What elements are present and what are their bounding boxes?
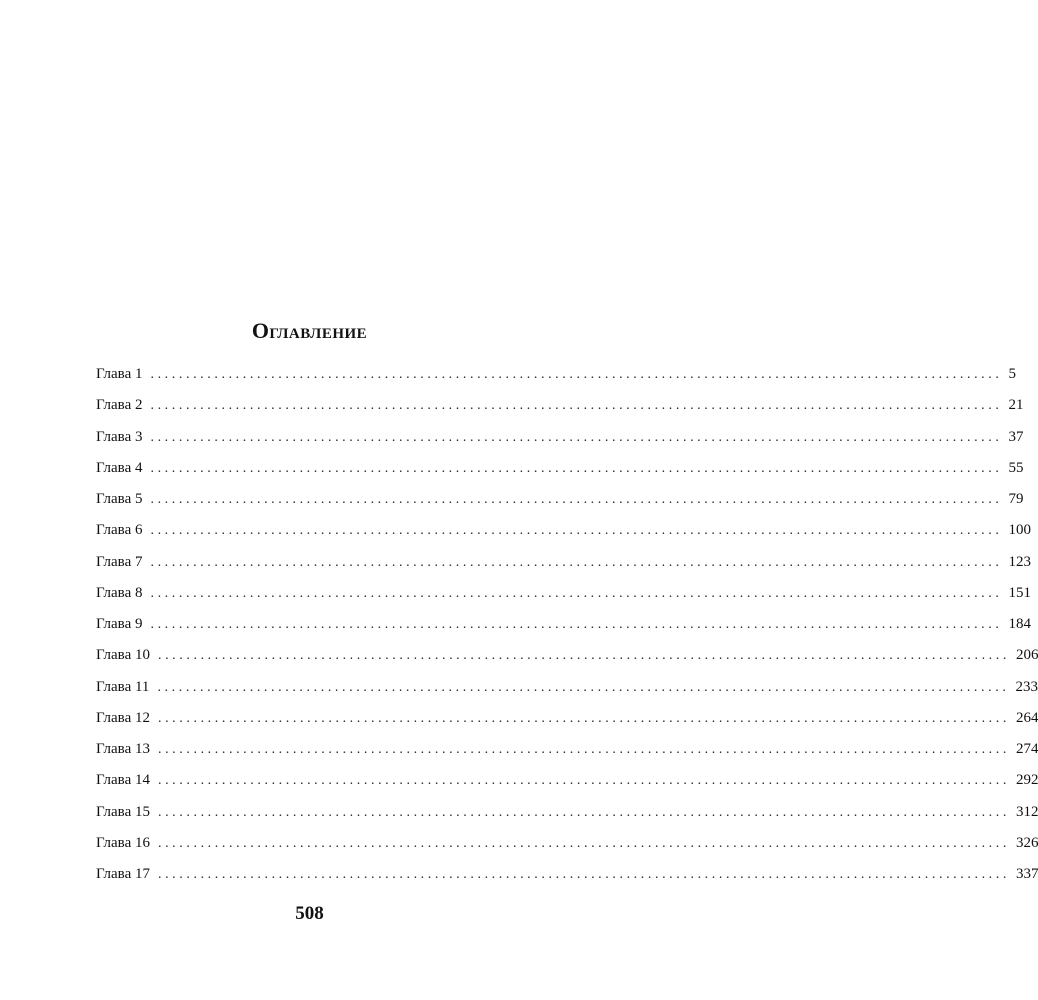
toc-entry-label: Глава 10	[96, 647, 150, 664]
toc-entry-label: Глава 9	[96, 616, 143, 632]
toc-entry-label: Глава 4	[96, 459, 143, 476]
toc-entry	[96, 739, 1038, 770]
page-number: 508	[295, 903, 324, 924]
toc-entry-page: 37	[1008, 428, 1024, 445]
toc-entry-label: Глава 2	[96, 397, 143, 414]
dot-leader: ........................................................................................................................	[150, 398, 1003, 414]
toc-entry	[96, 770, 1038, 801]
toc-entry-label: Глава 15	[96, 803, 150, 820]
toc-entry-label: Глава 16	[96, 834, 150, 851]
toc-entry-page: 337	[1015, 866, 1038, 882]
toc-entry-page: 274	[1015, 741, 1038, 757]
toc-entry-label: Глава 3	[96, 428, 143, 445]
toc-entry	[96, 489, 1024, 520]
toc-entry	[96, 645, 1038, 676]
toc-entry-label: Глава 8	[96, 584, 143, 601]
toc-entry	[96, 583, 1031, 614]
toc-entry	[96, 427, 1024, 458]
toc-heading: Оглавление	[251, 318, 368, 343]
toc-entry-page: 151	[1008, 584, 1031, 601]
toc-entry	[96, 833, 1038, 864]
dot-leader: ........................................................................................................................	[150, 367, 1003, 382]
dot-leader: ........................................................................................................................	[157, 773, 1010, 789]
dot-leader: ........................................................................................................................	[150, 617, 1003, 632]
toc-entry-page: 55	[1008, 459, 1024, 476]
toc-entry	[96, 520, 1031, 551]
dot-leader: ........................................................................................................................	[150, 492, 1003, 507]
toc-entry-label: Глава 11	[96, 678, 150, 695]
toc-entry	[96, 364, 1016, 395]
dot-leader: ........................................................................................................................	[150, 460, 1003, 476]
toc-list	[96, 364, 1038, 895]
toc-entry	[96, 708, 1038, 739]
toc-entry-page: 264	[1015, 709, 1038, 726]
dot-leader: ........................................................................................................................	[150, 554, 1003, 570]
toc-entry-page: 123	[1008, 553, 1031, 570]
toc-entry	[96, 395, 1024, 426]
toc-entry-label: Глава 13	[96, 741, 150, 757]
dot-leader: ........................................................................................................................	[157, 804, 1010, 820]
toc-entry	[96, 864, 1038, 895]
dot-leader: ........................................................................................................................	[157, 679, 1010, 695]
dot-leader: ........................................................................................................................	[157, 648, 1010, 664]
dot-leader: ........................................................................................................................	[157, 742, 1010, 757]
toc-entry-label: Глава 17	[96, 866, 150, 882]
dot-leader: ........................................................................................................................	[150, 585, 1003, 601]
toc-entry-label: Глава 6	[96, 522, 143, 539]
toc-entry	[96, 552, 1031, 583]
toc-entry-label: Глава 5	[96, 491, 143, 507]
toc-entry-page: 312	[1015, 803, 1038, 820]
toc-entry-page: 100	[1008, 522, 1031, 539]
dot-leader: ........................................................................................................................	[150, 429, 1003, 445]
toc-entry	[96, 677, 1038, 708]
toc-entry-page: 292	[1015, 772, 1038, 789]
dot-leader: ........................................................................................................................	[150, 523, 1003, 539]
toc-entry-label: Глава 12	[96, 709, 150, 726]
toc-entry-page: 5	[1008, 366, 1016, 382]
toc-entry-page: 206	[1015, 647, 1038, 664]
toc-entry	[96, 614, 1031, 645]
toc-entry	[96, 802, 1038, 833]
toc-entry-label: Глава 7	[96, 553, 143, 570]
toc-entry-page: 326	[1015, 834, 1038, 851]
toc-entry-label: Глава 14	[96, 772, 150, 789]
toc-entry-page: 21	[1008, 397, 1024, 414]
dot-leader: ........................................................................................................................	[157, 867, 1010, 882]
toc-entry-page: 233	[1015, 678, 1038, 695]
toc-entry-page: 79	[1008, 491, 1024, 507]
dot-leader: ........................................................................................................................	[157, 835, 1010, 851]
toc-entry-label: Глава 1	[96, 366, 143, 382]
toc-entry-page: 184	[1008, 616, 1031, 632]
toc-entry	[96, 458, 1024, 489]
dot-leader: ........................................................................................................................	[157, 710, 1010, 726]
